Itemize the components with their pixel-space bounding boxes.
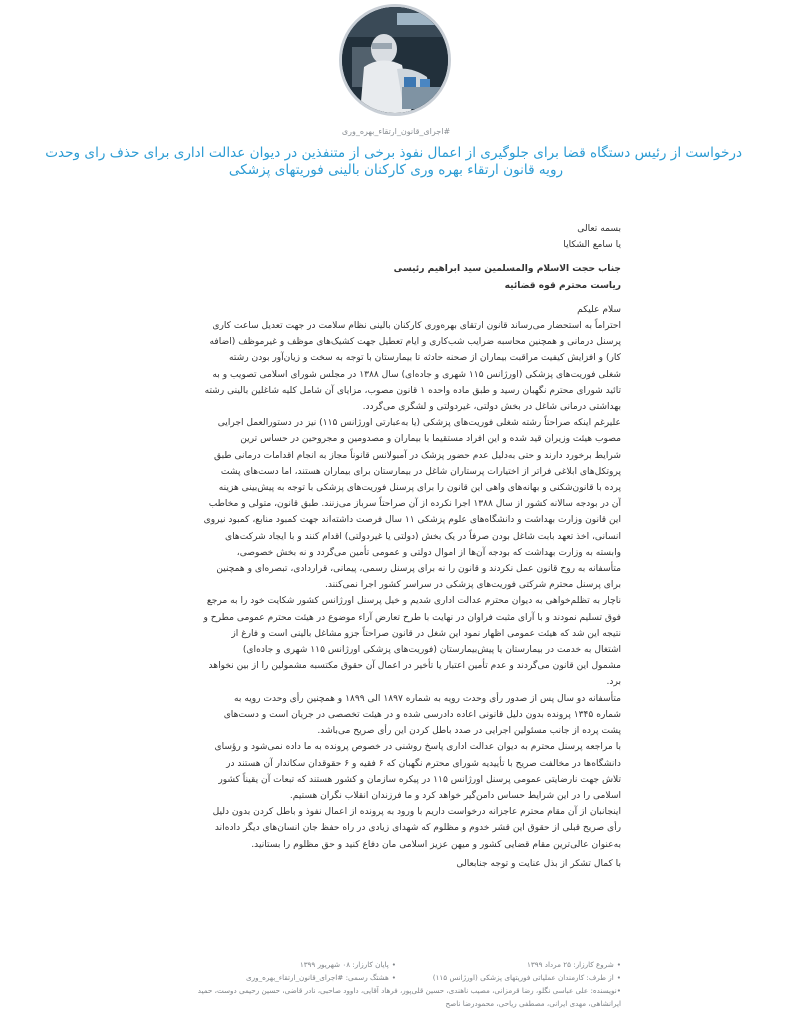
- bullet-icon: •: [616, 960, 621, 969]
- meta-row-dates: [166, 958, 621, 971]
- paragraph-line: کار) و افزایش کیفیت مراقبت بیماران از صحنه حادثه تا بیمارستان با توجه به سخت و زیان‌آور بودن رشته: [229, 353, 621, 364]
- title-line: درخواست از رئیس دستگاه قضا برای جلوگیری از اعمال نفوذ برخی از متنفذین در دیوان عدالت اداری برای حذف رای وحدت: [45, 145, 742, 161]
- bullet-icon: •: [616, 986, 621, 995]
- paragraph-line: متأسفانه به روح قانون عمل نکردند و قانون را نه برای پرسنل رسمی، پیمانی، قراردادی، تبصره‌ای و همچنین: [216, 564, 621, 575]
- paragraph-line: شغلی فوریت‌های پزشکی (اورژانس ۱۱۵ شهری و جاده‌ای) سال ۱۳۸۸ در مجلس شورای اسلامی تصویب و به: [212, 369, 621, 380]
- letter-paragraph: [166, 804, 621, 853]
- petition-meta: [166, 958, 621, 1010]
- from-text: از طرف: کارمندان عملیاتی فوریتهای پزشکی (اورژانس ۱۱۵): [432, 973, 614, 982]
- bullet-icon: •: [391, 960, 396, 969]
- letter-paragraph: [166, 415, 621, 593]
- paragraph-line: رأی صریح قبلی از حقوق این قشر خدوم و مظلوم که شهدای زیادی در راه حفظ جان انسان‌های دیگر داده‌اند: [214, 823, 621, 834]
- letter-paragraph: [166, 691, 621, 740]
- meta-authors: [166, 984, 621, 1010]
- paragraph-line: اشتغال به خدمت در بیمارستان یا پیش‌بیمارستان (فوریت‌های پزشکی اورژانس ۱۱۵ شهری و جاده‌ای): [242, 645, 621, 656]
- paragraph-line: شرایط برخورد دارند و حتی به‌دلیل عدم حضور پزشک در آمبولانس قانوناً مجاز به انجام اقدامات درمانی طبق: [214, 450, 621, 461]
- paragraph-line: به‌عنوان عالی‌ترین مقام قضایی کشور و میهن عزیز اسلامی مان دفاع کنید و حق مظلوم را بستانید.: [251, 839, 621, 850]
- paragraph-line: نتیجه این شد که هیئت عمومی اظهار نمود این شغل در قانون صراحتاً جزو مشاغل بالینی است و فارغ از: [231, 628, 621, 639]
- start-date-text: شروع کارزار: ۲۵ مرداد ۱۳۹۹: [527, 960, 614, 969]
- paragraph-line: شماره ۱۳۴۵ پرونده بدون دلیل قانونی اعاده دادرسی شده و در هیئت تخصصی در جریان است و دست‌های: [223, 709, 621, 720]
- paragraph-line: بهداشتی درمانی شاغل در بخش دولتی، غیردولتی و لشگری می‌گردد.: [362, 402, 621, 413]
- paragraph-line: متأسفانه دو سال پس از صدور رأی وحدت رویه به شماره ۱۸۹۷ الی ۱۸۹۹ و همچنین رأی وحدت رویه به: [234, 693, 621, 704]
- paragraph-line: تلاش جهت نارضایتی عمومی پرسنل اورژانس ۱۱۵ در پیکره سازمان و کشور هستند که تبعات آن یقیناً کشور: [218, 774, 621, 785]
- bullet-icon: •: [391, 973, 396, 982]
- letter-opening-line: یا سامع الشکایا: [563, 240, 621, 251]
- paragraph-line: برد.: [606, 677, 621, 688]
- letter-closing: با کمال تشکر از بذل عنایت و توجه جنابعالی: [456, 858, 621, 869]
- paragraph-line: آن در بودجه سالانه کشور از سال ۱۳۸۸ اجرا نکرده از آن صراحتاً سرباز می‌زنند. طبق قانون، متولی و مخاطب: [208, 499, 621, 510]
- bullet-icon: •: [616, 973, 621, 982]
- paragraph-line: فوق تسلیم نمودند و با آرای مثبت فراوان در نهایت با طرح تعارض آراء موضوع در هیئت محترم عمومی مطرح و: [203, 612, 621, 623]
- letter-opening-line: بسمه تعالی: [577, 224, 621, 234]
- paragraph-line: مصوب هیئت وزیران قید شده و این افراد مستقیما با بیماران و مصدومین و مجروحین در حساس ترین: [240, 434, 621, 445]
- meta-hashtag[interactable]: [171, 971, 396, 984]
- meta-row-origin: [166, 971, 621, 984]
- paragraph-line: ناچار به تظلم‌خواهی به دیوان محترم عدالت اداری شدیم و خیل پرسنل اورژانس کشور شکایت خود را به مرجع: [206, 596, 621, 607]
- petition-title: [45, 145, 742, 179]
- paragraph-line: دانشگاه‌ها در مخالفت صریح با تأییدیه شورای محترم نگهبان که ۶ فقیه و ۶ حقوقدان سکاندار آن هستند در: [226, 758, 621, 769]
- letter-paragraph: [166, 739, 621, 804]
- medic-photo-icon: [342, 7, 448, 113]
- paragraph-line: پروتکل‌های ابلاغی فراتر از اختیارات پرستاران شاغل در بیمارستان برای بیماران هستند، اما دست‌های پشت: [220, 466, 621, 477]
- paragraph-line: احتراماً به استحضار می‌رساند قانون ارتقای بهره‌وری کارکنان بالینی نظام سلامت در جهت تعدیل ساعت کاری: [212, 321, 621, 332]
- addressee-title: ریاست محترم قوه قضائیه: [504, 280, 621, 291]
- paragraph-line: اسلامی را در این شرایط حساس دامن‌گیر خواهد کرد و ما فرزندان انقلاب نگران هستیم.: [289, 790, 621, 801]
- paragraph-line: علیرغم اینکه صراحتاً رشته شغلی فوریت‌های پزشکی (یا به‌عبارتی اورژانس ۱۱۵) نیز در دستورالعمل اجرایی: [217, 418, 621, 429]
- paragraph-line: پرسنل درمانی و همچنین محاسبه ضرایب شب‌کاری و ایام تعطیل جهت کشیک‌های موظف و غیرموظف (اضافه: [209, 337, 621, 348]
- hashtag-label[interactable]: #اجرای_قانون_ارتقاء_بهره_وری: [341, 127, 451, 136]
- paragraph-line: وابسته به وزارت بهداشت که بودجه آن‌ها از اموال دولتی و عمومی تأمین می‌گردد و نه بخش خصوصی،: [236, 547, 621, 558]
- authors-line: [166, 984, 621, 997]
- paragraph-line: پرده با قانون‌شکنی و بهانه‌های واهی این قانون را برای پرسنل فوریت‌های پزشکی با توجه به پیش‌بینی هزینه: [218, 483, 621, 494]
- paragraph-line: پشت پرده از جانب مسئولین اجرایی در صدد باطل کردن این رأی صریح می‌باشد.: [317, 726, 621, 737]
- paragraph-line: اینجانبان از آن مقام محترم عاجزانه درخواست داریم با ورود به پرونده از اعمال نفوذ و باطل کردن بدون دلیل: [212, 807, 621, 818]
- paragraph-line: این قانون وزارت بهداشت و دانشگاه‌های علوم پزشکی ۱۱ سال فرصت داشته‌اند جهت کمبود منابع، کمبود نیروی: [203, 515, 621, 526]
- paragraph-line: انسانی، اخذ تعهد بابت شاغل بودن صرفاً در یک بخش (دولتی یا غیردولتی) اقدام کنند و با ایجاد شرکت‌های: [225, 531, 621, 542]
- meta-start-date: [396, 958, 621, 971]
- authors-line: ایرانشاهی، مهدی ایرانی، مصطفی ریاحی، محمودرضا ناصح: [445, 999, 621, 1008]
- letter-paragraph: [166, 318, 621, 415]
- addressee-name: جناب حجت الاسلام والمسلمین سید ابراهیم رئیسی: [393, 264, 621, 275]
- letter-paragraph: [166, 593, 621, 690]
- paragraph-line: با مراجعه پرسنل محترم به دیوان عدالت اداری پاسخ روشنی در خصوص پرونده به ما داده نمی‌شود و رؤسای: [214, 742, 621, 753]
- paragraph-line: تائید شورای محترم نگهبان رسید و طبق ماده واحده ۱ قانون مصوب، مزایای آن شامل کلیه شاغلین بالینی رشته: [204, 385, 621, 396]
- paragraph-line: برای پرسنل محترم شرکتی فوریت‌های پزشکی در سراسر کشور اجرا نمی‌کنند.: [325, 580, 621, 591]
- greeting: سلام علیکم: [577, 304, 621, 315]
- petition-cover-image: [339, 4, 451, 116]
- paragraph-line: مشمول این قانون می‌گردند و عدم تأمین اعتبار یا تأخیر در اعمال آن حقوق مکتسبه مشمولین را از بین نخواهد: [208, 661, 621, 672]
- authors-text: نویسنده: علی عباسی نگلو، رضا قرمزانی، مصیب ناهندی، حسین قلی‌پور، فرهاد آقایی، داوود صاحبی، نادر قاضی، حسین رحیمی دوست، حمید: [197, 986, 617, 995]
- end-date-text: پایان کارزار: ۰۸ شهریور ۱۳۹۹: [299, 960, 389, 969]
- official-hashtag-text[interactable]: هشتگ رسمی: #اجرای_قانون_ارتقاء_بهره_وری: [245, 973, 389, 982]
- meta-from: [396, 971, 621, 984]
- meta-end-date: [171, 958, 396, 971]
- petition-letter: [166, 221, 621, 872]
- title-line: رویه قانون ارتقاء بهره وری کارکنان بالینی فوریتهای پزشکی: [228, 162, 564, 178]
